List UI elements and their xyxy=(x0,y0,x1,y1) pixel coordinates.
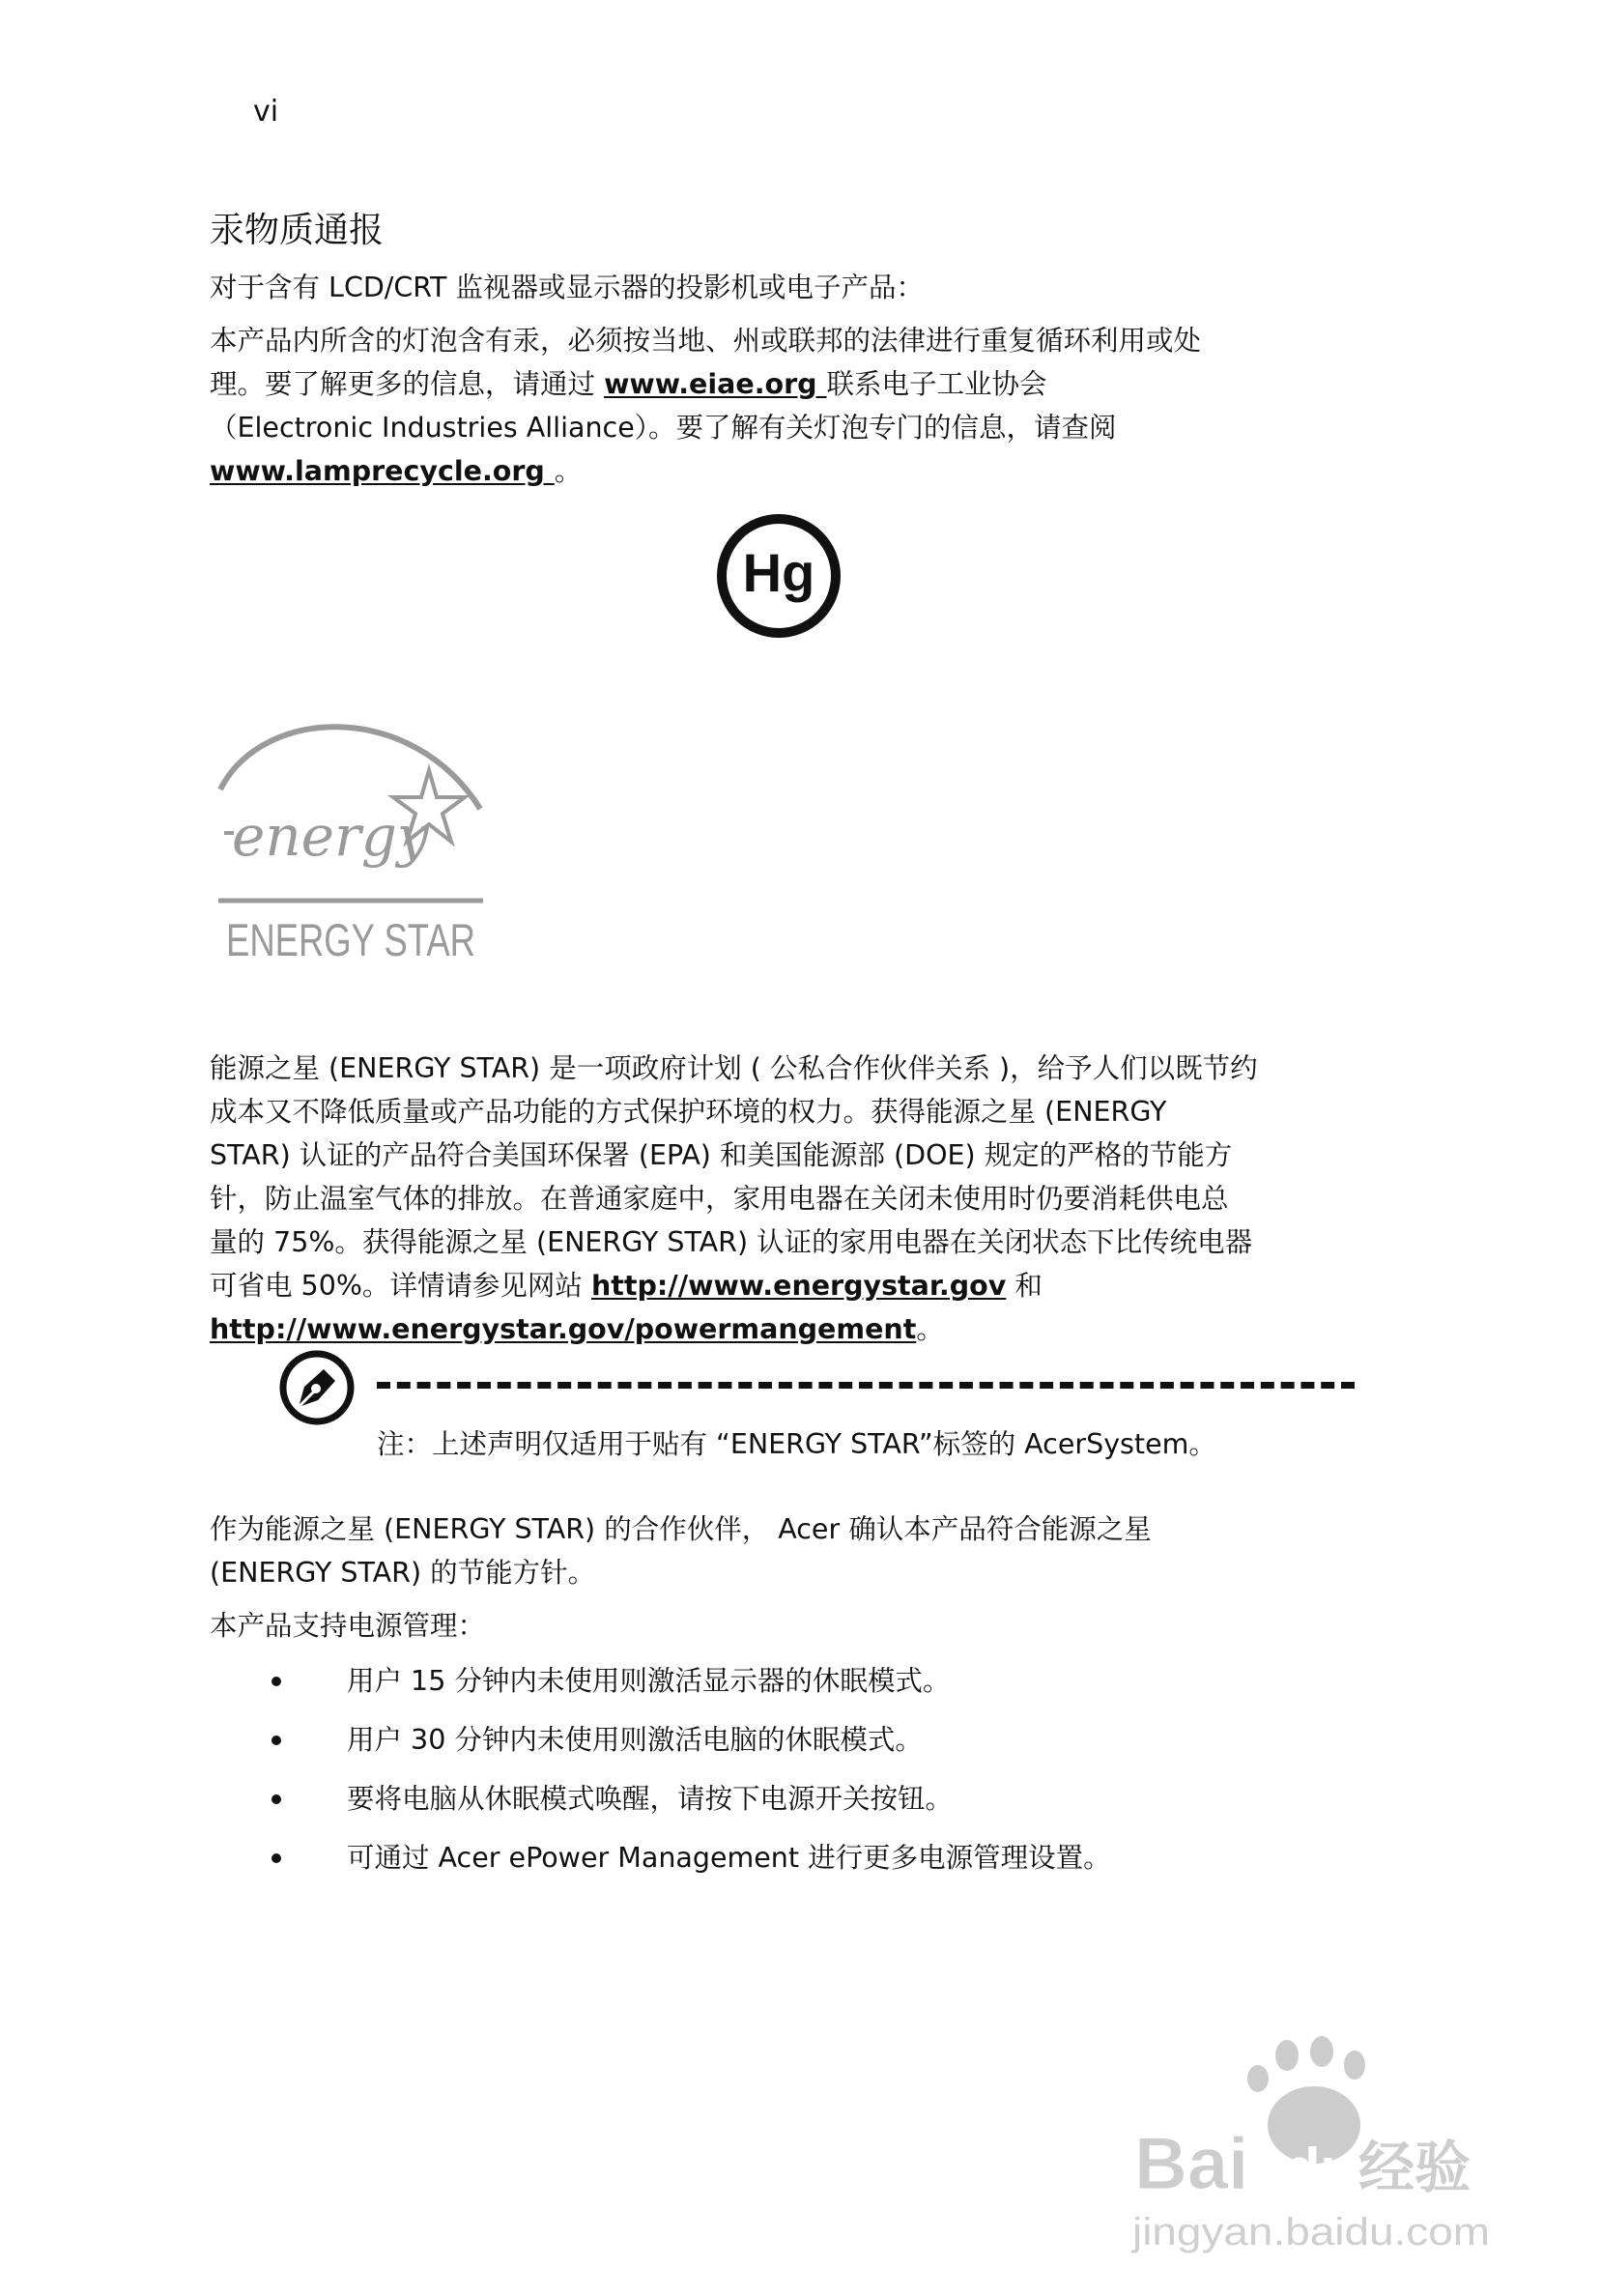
mercury-body-line-3: （Electronic Industries Alliance）。要了解有关灯泡专门的信息，请查阅 xyxy=(210,412,1117,444)
watermark-url: jingyan.baidu.com xyxy=(1130,2211,1490,2253)
mercury-body-line-1: 本产品内所含的灯泡含有汞，必须按当地、州或联邦的法律进行重复循环利用或处 xyxy=(210,325,1202,357)
mercury-body-line-2 xyxy=(210,362,1369,406)
es-line-3: STAR) 认证的产品符合美国环保署 (EPA) 和美国能源部 (DOE) 规定的严格的节能方 xyxy=(210,1139,1233,1171)
mercury-intro xyxy=(210,266,1369,309)
energy-star-logo xyxy=(214,720,495,971)
es-line-7-post: 。 xyxy=(916,1313,944,1345)
lamprecycle-link[interactable]: www.lamprecycle.org xyxy=(210,455,555,487)
mercury-hg-logo xyxy=(715,512,843,640)
energy-star-script: energy xyxy=(232,803,429,869)
es-line-2: 成本又不降低质量或产品功能的方式保护环境的权力。获得能源之星 (ENERGY xyxy=(210,1096,1167,1128)
energy-star-note: 注：上述声明仅适用于贴有 “ENERGY STAR”标签的 AcerSystem。 xyxy=(377,1428,1216,1460)
es-line-6-post: 和 xyxy=(1006,1270,1043,1302)
mercury-body xyxy=(210,319,1369,493)
watermark-du: du xyxy=(1285,2137,1357,2201)
powermanagement-link[interactable]: http://www.energystar.gov/powermangement xyxy=(210,1313,917,1345)
es-line-6 xyxy=(210,1264,1369,1307)
energystar-gov-link[interactable]: http://www.energystar.gov xyxy=(590,1270,1007,1302)
energy-star-paragraph xyxy=(210,1047,1369,1351)
es-line-1: 能源之星 (ENERGY STAR) 是一项政府计划 ( 公私合作伙伴关系 )，给予人们以既节约 xyxy=(210,1052,1258,1084)
page-number: vi xyxy=(253,95,279,129)
partner-line-2: (ENERGY STAR) 的节能方针。 xyxy=(210,1557,596,1589)
mercury-heading: 汞物质通报 xyxy=(210,211,385,250)
energy-star-caption: ENERGY STAR xyxy=(226,914,475,965)
list-item-text: 用户 15 分钟内未使用则激活显示器的休眠模式。 xyxy=(347,1665,951,1697)
note-pen-icon xyxy=(277,1348,357,1427)
baidu-jingyan-watermark xyxy=(1130,2034,1498,2256)
hg-logo-text: Hg xyxy=(742,542,815,603)
es-line-5: 量的 75%。获得能源之星 (ENERGY STAR) 认证的家用电器在关闭状态下比传统电器 xyxy=(210,1226,1253,1258)
bullet-icon xyxy=(271,1677,281,1686)
watermark-jingyan-cn: 经验 xyxy=(1358,2135,1471,2200)
power-management-intro xyxy=(210,1604,1369,1648)
mercury-intro-text: 对于含有 LCD/CRT 监视器或显示器的投影机或电子产品： xyxy=(210,272,924,303)
list-item-text: 要将电脑从休眠模式唤醒，请按下电源开关按钮。 xyxy=(347,1783,954,1815)
mercury-body-line-4 xyxy=(210,449,1369,493)
eiae-link[interactable]: www.eiae.org xyxy=(604,368,827,400)
mercury-body-line-2-pre: 理。要了解更多的信息，请通过 xyxy=(210,368,605,400)
list-item-text: 可通过 Acer ePower Management 进行更多电源管理设置。 xyxy=(347,1842,1111,1874)
note-dotted-divider xyxy=(377,1382,1355,1389)
bullet-icon xyxy=(271,1736,281,1745)
list-item-text: 用户 30 分钟内未使用则激活电脑的休眠模式。 xyxy=(347,1724,923,1756)
mercury-body-line-2-post: 联系电子工业协会 xyxy=(826,368,1047,400)
mercury-body-line-4-post: 。 xyxy=(554,455,583,487)
partner-line-1: 作为能源之星 (ENERGY STAR) 的合作伙伴， Acer 确认本产品符合能源之星 xyxy=(210,1513,1152,1545)
es-line-6-pre: 可省电 50%。详情请参见网站 xyxy=(210,1270,591,1302)
power-management-intro-text: 本产品支持电源管理： xyxy=(210,1610,486,1642)
bullet-icon xyxy=(271,1853,281,1863)
watermark-bai: Bai xyxy=(1134,2123,1249,2205)
partner-paragraph xyxy=(210,1507,1369,1594)
bullet-icon xyxy=(271,1794,281,1804)
es-line-7 xyxy=(210,1307,1369,1351)
es-line-4: 针，防止温室气体的排放。在普通家庭中，家用电器在关闭未使用时仍要消耗供电总 xyxy=(210,1183,1229,1215)
